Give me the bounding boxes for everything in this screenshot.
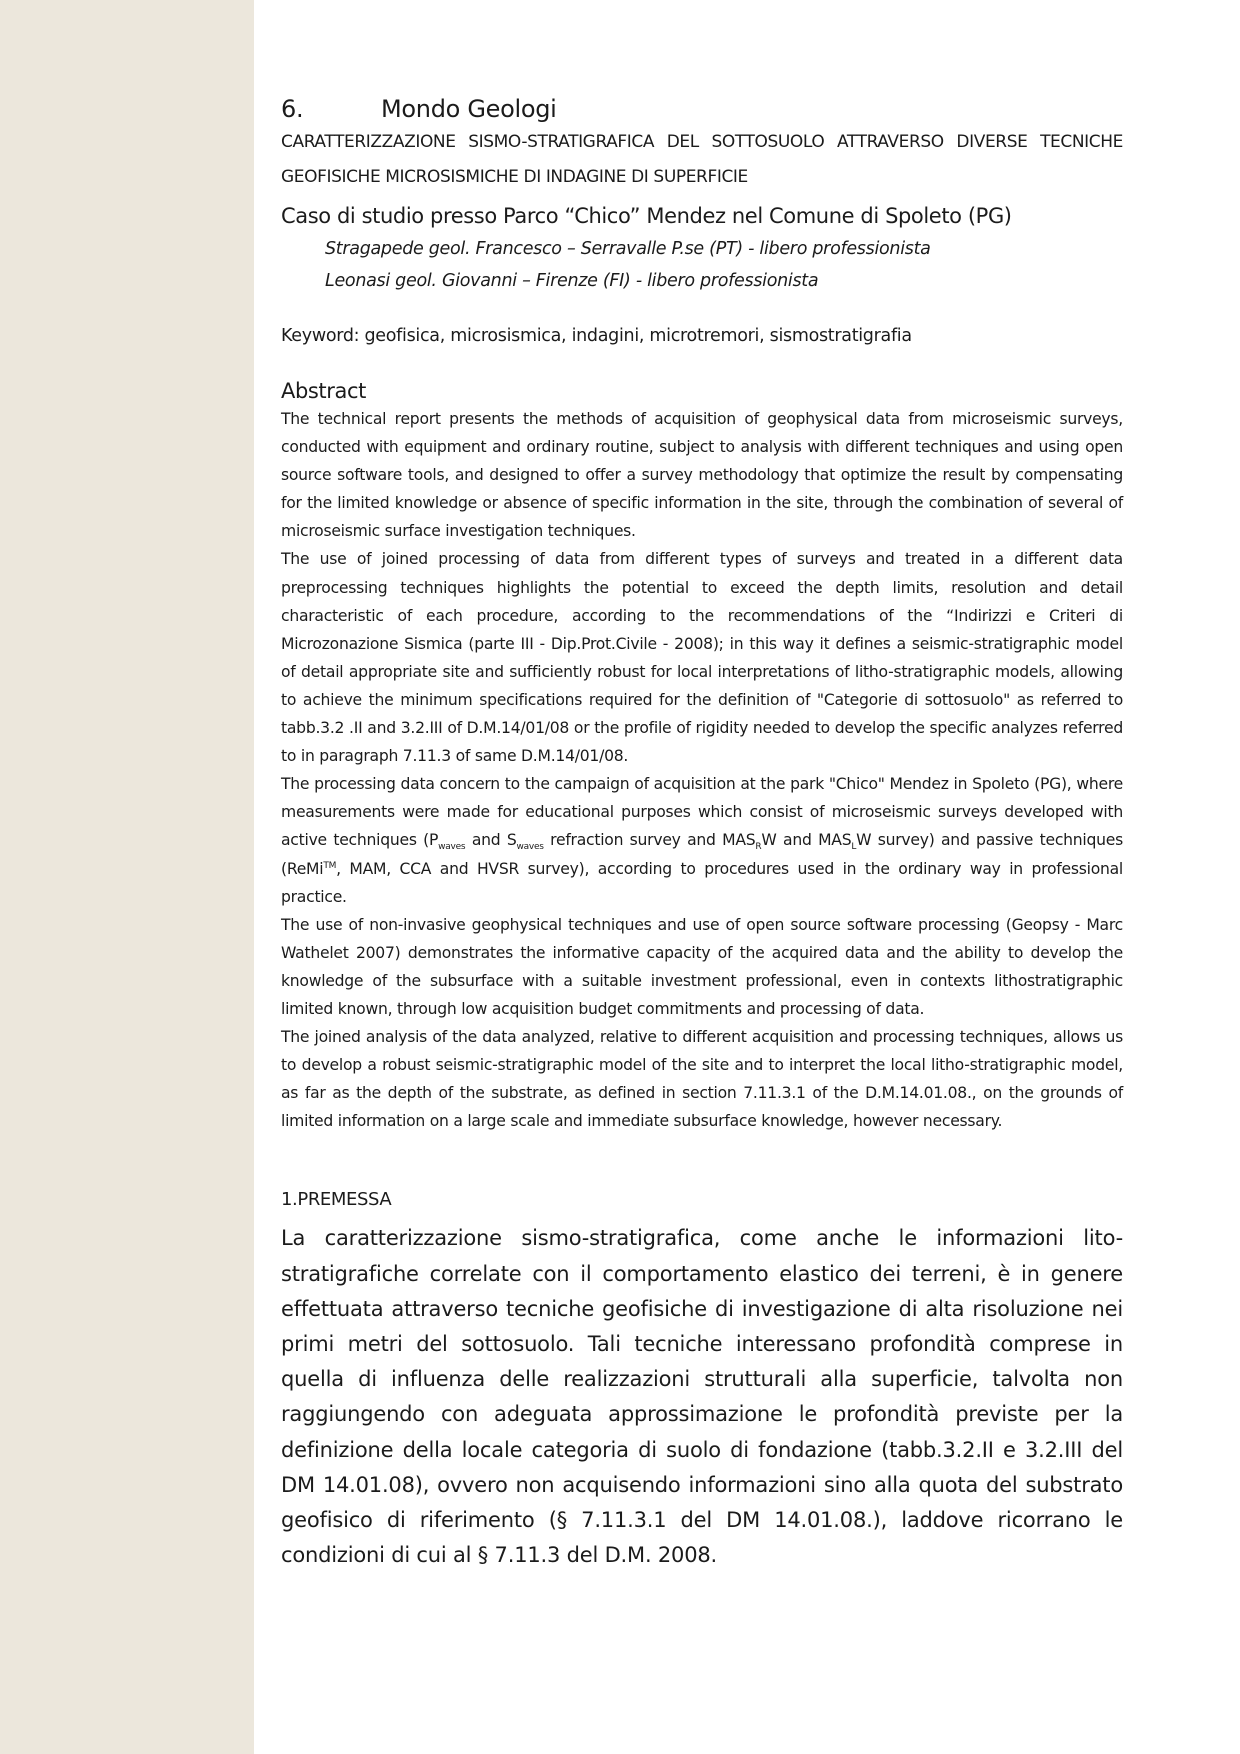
abstract-paragraph-5: The joined analysis of the data analyzed, relative to different acquisition and processing techniques, allows us to develop a robust seismic-stratigraphic model of the site and to interpret the local litho-stratigraphic model, as far as the depth of the substrate, as defined in section 7.11.3.1 of the D.M.14.01.08., on the grounds of limited information on a large scale and immediate subsurface knowledge, however necessary. xyxy=(281,1028,1123,1131)
author-1: Stragapede geol. Francesco – Serravalle P.se (PT) - libero professionista xyxy=(325,239,931,259)
article-subtitle: Caso di studio presso Parco “Chico” Mendez nel Comune di Spoleto (PG) xyxy=(281,204,1012,228)
side-band xyxy=(0,0,254,1754)
abstract-body xyxy=(281,405,1123,1135)
subscript: L xyxy=(851,842,857,853)
article-title: CARATTERIZZAZIONE SISMO-STRATIGRAFICA DEL SOTTOSUOLO ATTRAVERSO DIVERSE TECNICHE GEOFISICHE MICROSISMICHE DI INDAGINE DI SUPERFICIE xyxy=(281,132,1123,187)
premessa-text: La caratterizzazione sismo-stratigrafica, come anche le informazioni lito-stratigrafiche correlate con il comportamento elastico dei terreni, è in genere effettuata attraverso tecniche geofisiche di investigazione di alta risoluzione nei primi metri del sottosuolo. Tali tecniche interessano profondità comprese in quella di influenza delle realizzazioni strutturali alla superficie, talvolta non raggiungendo con adeguata approssimazione le profondità previste per la definizione della locale categoria di suolo di fondazione (tabb.3.2.II e 3.2.III del DM 14.01.08), ovvero non acquisendo informazioni sino alla quota del substrato geofisico di riferimento (§ 7.11.3.1 del DM 14.01.08.), laddove ricorrano le condizioni di cui al § 7.11.3 del D.M. 2008. xyxy=(281,1226,1123,1568)
text-run: W and MAS xyxy=(761,831,852,850)
subscript: waves xyxy=(516,842,544,853)
abstract-heading: Abstract xyxy=(281,379,366,403)
text-run: , MAM, CCA and HVSR survey), according to procedures used in the ordinary way in professional practice. xyxy=(281,859,1123,906)
text-run: The processing data concern to the campaign of acquisition at the park "Chico" Mendez in Spoleto (PG), where measurements were made for educational purposes which consist of microseismic surveys developed with active techniques (P xyxy=(281,775,1123,850)
subscript: R xyxy=(755,842,762,853)
keywords: Keyword: geofisica, microsismica, indagini, microtremori, sismostratigrafia xyxy=(281,326,912,346)
section-title: Mondo Geologi xyxy=(381,95,557,123)
abstract-paragraph-3 xyxy=(281,770,1123,910)
superscript: TM xyxy=(323,860,337,871)
premessa-heading: 1.PREMESSA xyxy=(281,1189,392,1211)
article xyxy=(281,93,1123,1573)
abstract-paragraph-1: The technical report presents the methods of acquisition of geophysical data from microseismic surveys, conducted with equipment and ordinary routine, subject to analysis with different techniques and using open source software tools, and designed to offer a survey methodology that optimize the result by compensating for the limited knowledge or absence of specific information in the site, through the combination of several of microseismic surface investigation techniques. xyxy=(281,410,1123,541)
section-number: 6. xyxy=(281,95,304,123)
subscript: waves xyxy=(438,842,466,853)
text-run: W survey) and passive techniques (ReMi xyxy=(281,831,1123,878)
text-run: refraction survey and MAS xyxy=(543,831,756,850)
abstract-paragraph-2: The use of joined processing of data from different types of surveys and treated in a different data preprocessing techniques highlights the potential to exceed the depth limits, resolution and detail characteristic of each procedure, according to the recommendations of the “Indirizzi e Criteri di Microzonazione Sismica (parte III - Dip.Prot.Civile - 2008); in this way it defines a seismic-stratigraphic model of detail appropriate site and sufficiently robust for local interpretations of litho-stratigraphic models, allowing to achieve the minimum specifications required for the definition of "Categorie di sottosuolo" as referred to tabb.3.2 .II and 3.2.III of D.M.14/01/08 or the profile of rigidity needed to develop the specific analyzes referred to in paragraph 7.11.3 of same D.M.14/01/08. xyxy=(281,550,1123,766)
abstract-paragraph-4: The use of non-invasive geophysical techniques and use of open source software processing (Geopsy - Marc Wathelet 2007) demonstrates the informative capacity of the acquired data and the ability to develop the knowledge of the subsurface with a suitable investment professional, even in contexts lithostratigraphic limited known, through low acquisition budget commitments and processing of data. xyxy=(281,915,1123,1018)
author-2: Leonasi geol. Giovanni – Firenze (FI) - libero professionista xyxy=(325,271,819,291)
text-run: and S xyxy=(465,831,517,850)
authors xyxy=(325,233,1123,297)
section-header xyxy=(281,93,1123,125)
